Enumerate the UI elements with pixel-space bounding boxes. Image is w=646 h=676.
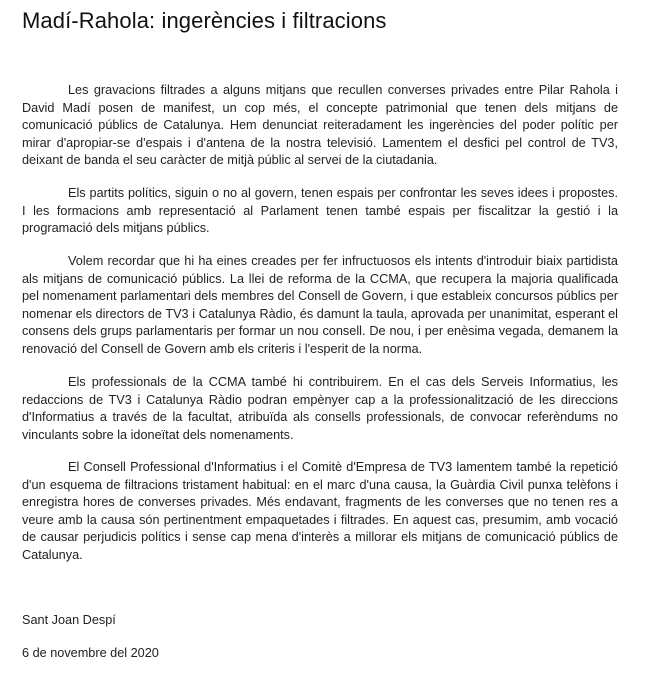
paragraph-5: El Consell Professional d'Informatius i el Comitè d'Empresa de TV3 lamentem també la repetició d'un esquema de filtracions tristament habitual: en el marc d'una causa, la Guàrdia Civil punxa telèfons i enregistra hores de converses privades. Més endavant, fragments de les converses que no tenen res a veure amb la causa són pertinentment empaquetades i filtrades. En aquest cas, presumim, amb vocació de causar perjudicis polítics i sense cap mena d'interès a millorar els mitjans de comunicació públics de Catalunya.	[22, 460, 618, 562]
paragraph-3: Volem recordar que hi ha eines creades per fer infructuosos els intents d'introduir biaix partidista als mitjans de comunicació públics. La llei de reforma de la CCMA, que recupera la majoria qualificada pel nomenament parlamentari dels membres del Consell de Govern, i que estableix concursos públics per nomenar els directors de TV3 i Catalunya Ràdio, és damunt la taula, aprovada per unanimitat, esperant el consens dels grups parlamentaris per formar un nou consell. De nou, i per enèsima vegada, demanem la renovació del Consell de Govern amb els criteris i l'esperit de la norma.	[22, 254, 618, 356]
paragraph-1: Les gravacions filtrades a alguns mitjans que recullen converses privades entre Pilar Rahola i David Madí posen de manifest, un cop més, el concepte patrimonial que tenen dels mitjans de comunicació públics de Catalunya. Hem denunciat reiteradament les ingerències del poder polític per mirar d'apropiar-se d'espais i d'antena de la nostra televisió. Lamentem el desfici pel control de TV3, deixant de banda el seu caràcter de mitjà públic al servei de la ciutadania.	[22, 83, 618, 167]
paragraph-4: Els professionals de la CCMA també hi contribuirem. En el cas dels Serveis Informatius, les redaccions de TV3 i Catalunya Ràdio podran empènyer cap a la professionalització de les direccions d'Informatius a través de la facultat, atribuïda als consells professionals, de convocar referèndums no vinculants sobre la idoneïtat dels nomenaments.	[22, 375, 618, 442]
page-title: Madí-Rahola: ingerències i filtracions	[22, 8, 387, 33]
signature-place: Sant Joan Despí	[22, 613, 116, 627]
paragraph-2: Els partits polítics, siguin o no al govern, tenen espais per confrontar les seves idees i propostes. I les formacions amb representació al Parlament tenen també espais per fiscalitzar la gestió i la programació dels mitjans públics.	[22, 186, 618, 235]
signature-date: 6 de novembre del 2020	[22, 646, 159, 660]
